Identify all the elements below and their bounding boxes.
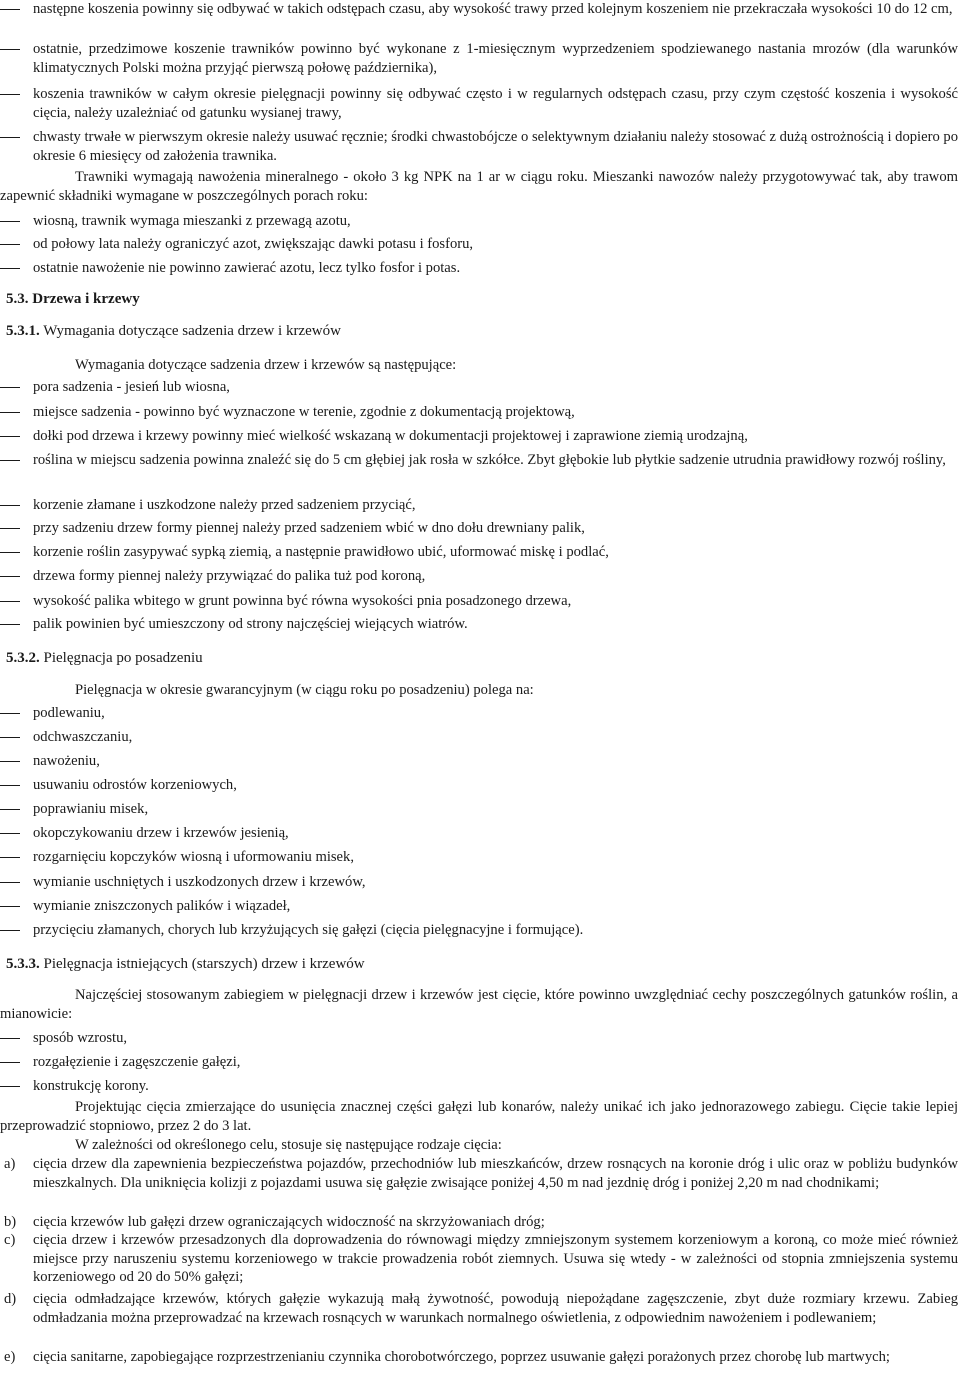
list-item-text: miejsce sadzenia - powinno być wyznaczone w terenie, zgodnie z dokumentacją projektową, [33, 404, 575, 420]
subsection-heading-5-3-1 [6, 322, 960, 341]
list-item-text: drzewa formy piennej należy przywiązać do palika tuż pod koroną, [33, 568, 426, 584]
list-item [0, 378, 958, 397]
list-item [0, 615, 958, 634]
cut-type-item [0, 1348, 958, 1367]
cut-type-text: cięcia drzew i krzewów przesadzonych dla doprowadzenia do równowagi między zmniejszonym systemem korzeniowym a koroną, co może mieć również miejsce przy naruszeniu systemu korzeniowego w trakcie prowadzenia robót ziemnych. Usuwa się wtedy - w zależności od stopnia zmniejszenia systemu korzeniowego od 20 do 50% gałęzi; [33, 1232, 958, 1285]
subsection-number: 5.3.1. [6, 323, 40, 339]
care-intro: Pielęgnacja w okresie gwarancyjnym (w ciągu roku po posadzeniu) polega na: [75, 682, 534, 698]
list-item-text: konstrukcję korony. [33, 1078, 149, 1094]
list-item-text: rozgarnięciu kopczyków wiosną i uformowaniu misek, [33, 849, 354, 865]
list-item [0, 212, 958, 231]
list-item-text: pora sadzenia - jesień lub wiosna, [33, 379, 230, 395]
list-item [0, 259, 958, 278]
list-item [0, 1077, 958, 1096]
list-item [0, 403, 958, 422]
list-item [0, 800, 958, 819]
cut-type-item [0, 1290, 958, 1327]
list-item [0, 519, 958, 538]
list-item-text: poprawianiu misek, [33, 801, 149, 817]
subsection-title: Pielęgnacja istniejących (starszych) drzew i krzewów [43, 956, 365, 972]
list-item-text: sposób wzrostu, [33, 1030, 128, 1046]
planting-intro: Wymagania dotyczące sadzenia drzew i krzewów są następujące: [75, 357, 457, 373]
list-item-text: przy sadzeniu drzew formy piennej należy przed sadzeniem wbić w dno dołu drewniany palik, [33, 520, 585, 536]
subsection-number: 5.3.3. [6, 956, 40, 972]
cut-type-text: cięcia krzewów lub gałęzi drzew ograniczających widoczność na skrzyżowaniach dróg; [33, 1214, 545, 1230]
list-item [0, 897, 958, 916]
list-item-text: wiosną, trawnik wymaga mieszanki z przewagą azotu, [33, 213, 351, 229]
list-item [0, 776, 958, 795]
list-item-text: roślina w miejscu sadzenia powinna znaleźć się do 5 cm głębiej jak rosła w szkółce. Zbyt głębokie lub płytkie sadzenie utrudnia prawidłowy rozwój rośliny, [33, 452, 946, 468]
pruning-intro: Najczęściej stosowanym zabiegiem w pielęgnacji drzew i krzewów jest cięcie, które powinno uwzględniać cechy poszczególnych gatunków roślin, a mianowicie: [0, 987, 958, 1022]
list-item-text: od połowy lata należy ograniczyć azot, zwiększając dawki potasu i fosforu, [33, 236, 474, 252]
list-item [0, 543, 958, 562]
list-item [0, 728, 958, 747]
cut-type-item [0, 1231, 958, 1287]
list-item [0, 592, 958, 611]
list-item [0, 824, 958, 843]
list-item [0, 752, 958, 771]
cut-type-text: cięcia odmładzające krzewów, których gałęzie wykazują małą żywotność, powodują niepożądane zagęszczenie, zbyt duże rozmiary krzewu. Zabieg odmładzania można przeprowadzać na krzewach rosnących w warunkach normalnego oświetlenia, z odpowiednim nawożeniem i podlewaniem; [33, 1291, 958, 1326]
list-item [0, 567, 958, 586]
cut-type-item [0, 1213, 958, 1232]
list-item [0, 848, 958, 867]
subsection-heading-5-3-2 [6, 649, 960, 668]
list-item [0, 427, 958, 446]
list-item [0, 128, 958, 165]
list-item-text: ostatnie, przedzimowe koszenie trawników powinno być wykonane z 1-miesięcznym wyprzedzeniem spodziewanego nastania mrozów (dla warunków klimatycznych Polski można przyjąć pierwszą połowę października), [33, 41, 958, 76]
cut-types-intro: W zależności od określonego celu, stosuje się następujące rodzaje cięcia: [75, 1137, 502, 1153]
cut-type-item [0, 1155, 958, 1192]
list-item-text: korzenie złamane i uszkodzone należy przed sadzeniem przyciąć, [33, 497, 416, 513]
list-item-text: wysokość palika wbitego w grunt powinna być równa wysokości pnia posadzonego drzewa, [33, 593, 572, 609]
list-item [0, 1053, 958, 1072]
list-item-text: korzenie roślin zasypywać sypką ziemią, a następnie prawidłowo ubić, uformować miskę i podlać, [33, 544, 609, 560]
cut-type-text: cięcia drzew dla zapewnienia bezpieczeństwa pojazdów, przechodniów lub mieszkańców, drzew rosnących na koronie dróg i ulic oraz w pobliżu budynków mieszkalnych. Dla uniknięcia kolizji z pojazdami usuwa się gałęzie zwisające poniżej 4,50 m nad jezdnię dróg i poniżej 2,20 m nad chodnikami; [33, 1156, 958, 1191]
list-item-text: rozgałęzienie i zagęszczenie gałęzi, [33, 1054, 241, 1070]
cut-type-text: cięcia sanitarne, zapobiegające rozprzestrzenianiu czynnika chorobotwórczego, poprzez usuwanie gałęzi porażonych przez chorobę lub martwych; [33, 1349, 890, 1365]
cut-type-label: d) [4, 1291, 17, 1307]
list-item [0, 1029, 958, 1048]
list-item-text: chwasty trwałe w pierwszym okresie należy usuwać ręcznie; środki chwastobójcze o selektywnym działaniu należy stosować z dużą ostrożnością i dopiero po okresie 6 miesięcy od założenia trawnika. [33, 129, 958, 164]
list-item-text: wymianie zniszczonych palików i wiązadeł, [33, 898, 291, 914]
list-item-text: okopczykowaniu drzew i krzewów jesienią, [33, 825, 289, 841]
list-item-text: koszenia trawników w całym okresie pielęgnacji powinny się odbywać często i w regularnych odstępach czasu, przy czym częstość koszenia i wysokość cięcia, należy uzależniać od gatunku wysianej trawy, [33, 86, 958, 121]
subsection-heading-5-3-3 [6, 955, 960, 974]
list-item-text: wymianie uschniętych i uszkodzonych drzew i krzewów, [33, 874, 366, 890]
cut-type-label: a) [4, 1156, 16, 1172]
list-item-text: następne koszenia powinny się odbywać w takich odstępach czasu, aby wysokość trawy przed kolejnym koszeniem nie przekraczała wysokości 10 do 12 cm, [33, 1, 953, 17]
list-item [0, 704, 958, 723]
list-item-text: usuwaniu odrostów korzeniowych, [33, 777, 237, 793]
subsection-title: Pielęgnacja po posadzeniu [43, 650, 203, 666]
list-item-text: ostatnie nawożenie nie powinno zawierać azotu, lecz tylko fosfor i potas. [33, 260, 461, 276]
one-time-cut-paragraph: Projektując cięcia zmierzające do usunięcia znacznej części gałęzi lub konarów, należy unikać ich jako jednorazowego zabiegu. Cięcie takie lepiej przeprowadzić stopniowo, przez 2 do 3 lat. [0, 1099, 958, 1134]
list-item-text: dołki pod drzewa i krzewy powinny mieć wielkość wskazaną w dokumentacji projektowej i zaprawione ziemią urodzajną, [33, 428, 748, 444]
list-item [0, 85, 958, 122]
list-item [0, 0, 958, 19]
list-item-text: przycięciu złamanych, chorych lub krzyżujących się gałęzi (cięcia pielęgnacyjne i formujące). [33, 922, 584, 938]
fertilizer-paragraph: Trawniki wymagają nawożenia mineralnego - około 3 kg NPK na 1 ar w ciągu roku. Mieszanki nawozów należy przygotowywać tak, aby trawom zapewnić składniki wymagane w poszczególnych porach roku: [0, 169, 958, 204]
list-item-text: odchwaszczaniu, [33, 729, 133, 745]
list-item-text: podlewaniu, [33, 705, 105, 721]
subsection-title: Wymagania dotyczące sadzenia drzew i krzewów [43, 323, 341, 339]
section-heading-5-3: 5.3. Drzewa i krzewy [6, 291, 140, 307]
cut-type-label: c) [4, 1232, 16, 1248]
cut-type-label: e) [4, 1349, 16, 1365]
list-item [0, 235, 958, 254]
list-item-text: palik powinien być umieszczony od strony najczęściej wiejących wiatrów. [33, 616, 468, 632]
subsection-number: 5.3.2. [6, 650, 40, 666]
list-item-text: nawożeniu, [33, 753, 100, 769]
cut-type-label: b) [4, 1214, 17, 1230]
list-item [0, 40, 958, 77]
list-item [0, 451, 958, 470]
list-item [0, 921, 958, 940]
list-item [0, 496, 958, 515]
list-item [0, 873, 958, 892]
